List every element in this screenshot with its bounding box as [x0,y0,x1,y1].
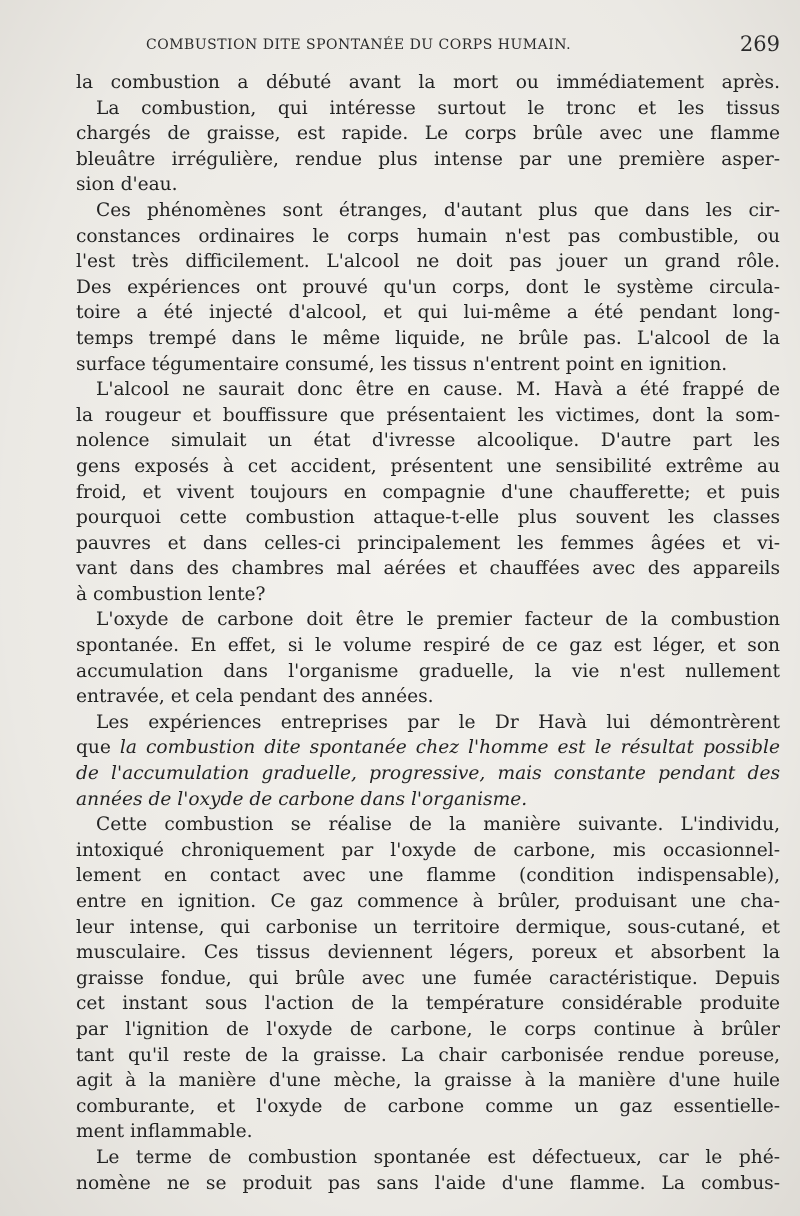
text-line: spontanée. En effet, si le volume respiré de ce gaz est léger, et son [76,635,780,657]
text-line: nomène ne se produit pas sans l'aide d'une flamme. La combus- [76,1172,780,1194]
text-line: surface tégumentaire consumé, les tissus n'entrent point en ignition. [76,353,728,375]
text-line: Cette combustion se réalise de la manière suivante. L'individu, [96,814,780,836]
text-line: Ces phénomènes sont étranges, d'autant plus que dans les cir- [96,199,780,221]
text-line: par l'ignition de l'oxyde de carbone, le corps continue à brûler [76,1018,780,1040]
italic-text-line: de l'accumulation graduelle, progressive, mais constante pendant des [76,763,780,785]
text-line: gens exposés à cet accident, présentent une sensibilité extrême au [76,455,780,477]
text-line: agit à la manière d'une mèche, la graisse à la manière d'une huile [76,1070,780,1092]
page-number: 269 [739,32,780,56]
text-line: froid, et vivent toujours en compagnie d'une chaufferette; et puis [76,481,780,503]
text-line: nolence simulait un état d'ivresse alcoolique. D'autre part les [76,430,780,452]
text-line: l'est très difficilement. L'alcool ne doit pas jouer un grand rôle. [76,251,780,273]
text-line: à combustion lente? [76,583,266,605]
text-line: La combustion, qui intéresse surtout le tronc et les tissus [96,97,780,119]
text-line: L'oxyde de carbone doit être le premier facteur de la combustion [96,609,780,631]
italic-text-line: années de l'oxyde de carbone dans l'organisme. [76,788,528,810]
running-head: COMBUSTION DITE SPONTANÉE DU CORPS HUMAIN. [146,37,572,53]
text-line: chargés de graisse, est rapide. Le corps brûle avec une flamme [76,123,780,145]
text-line: toire a été injecté d'alcool, et qui lui-même a été pendant long- [76,302,780,324]
text-line: leur intense, qui carbonise un territoire dermique, sous-cutané, et [76,916,780,938]
text-line: comburante, et l'oxyde de carbone comme un gaz essentielle- [76,1095,780,1117]
text-line: pourquoi cette combustion attaque-t-elle plus souvent les classes [76,507,780,529]
text-line: L'alcool ne saurait donc être en cause. M. Havà a été frappé de [96,379,780,401]
text-line: sion d'eau. [76,174,178,196]
text-line: cet instant sous l'action de la température considérable produite [76,993,780,1015]
text-line: entravée, et cela pendant des années. [76,686,434,708]
text-line: Le terme de combustion spontanée est défectueux, car le phé- [96,1146,780,1168]
text-line: accumulation dans l'organisme graduelle, la vie n'est nullement [76,660,780,682]
text-line: temps trempé dans le même liquide, ne brûle pas. L'alcool de la [76,327,780,349]
text-line: musculaire. Ces tissus deviennent légers, poreux et absorbent la [76,942,780,964]
text-line: vant dans des chambres mal aérées et chauffées avec des appareils [76,558,780,580]
text-line: tant qu'il reste de la graisse. La chair carbonisée rendue poreuse, [76,1044,780,1066]
text-fragment: que [76,737,111,759]
text-line: lement en contact avec une flamme (condition indispensable), [76,865,780,887]
text-line: Les expériences entreprises par le Dr Havà lui démontrèrent [96,711,780,733]
text-line: ment inflammable. [76,1121,253,1143]
text-line: la combustion a débuté avant la mort ou immédiatement après. [76,72,780,93]
text-line: constances ordinaires le corps humain n'est pas combustible, ou [76,225,780,247]
text-line: intoxiqué chroniquement par l'oxyde de carbone, mis occasionnel- [76,839,780,861]
text-line: pauvres et dans celles-ci principalement les femmes âgées et vi- [76,532,780,554]
page-header [76,34,780,70]
italic-text: la combustion dite spontanée chez l'homme est le résultat possible [119,737,780,759]
text-line: Des expériences ont prouvé qu'un corps, dont le système circula- [76,276,780,298]
text-line-mixed [76,735,780,761]
text-line: bleuâtre irrégulière, rendue plus intense par une première asper- [76,148,780,170]
text-line: entre en ignition. Ce gaz commence à brûler, produisant une cha- [76,891,780,912]
text-line: graisse fondue, qui brûle avec une fumée caractéristique. Depuis [76,967,780,989]
text-line: la rougeur et bouffissure que présentaient les victimes, dont la som- [76,404,780,426]
body-text [76,70,780,1196]
